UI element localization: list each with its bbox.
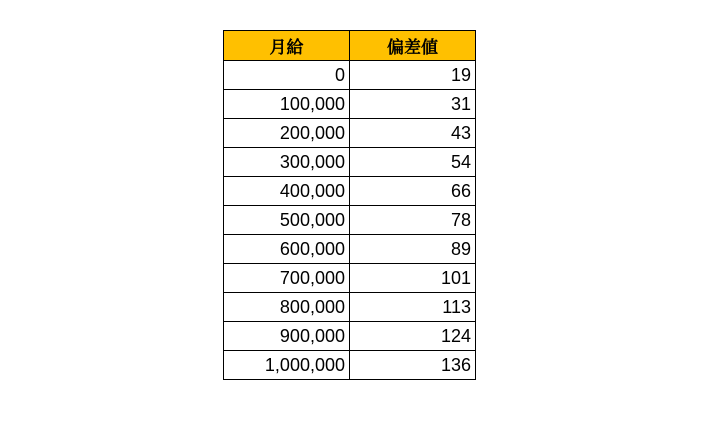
header-row [224,31,476,61]
deviation-cell: 78 [350,206,476,235]
salary-cell: 600,000 [224,235,350,264]
table-row [224,206,476,235]
table-row [224,293,476,322]
deviation-cell: 66 [350,177,476,206]
header-deviation: 偏差値 [350,31,476,61]
table-row [224,264,476,293]
deviation-cell: 19 [350,61,476,90]
salary-cell: 700,000 [224,264,350,293]
header-salary: 月給 [224,31,350,61]
salary-deviation-table [223,30,476,380]
table-row [224,61,476,90]
deviation-cell: 89 [350,235,476,264]
salary-cell: 200,000 [224,119,350,148]
salary-cell: 400,000 [224,177,350,206]
table-row [224,235,476,264]
table-row [224,90,476,119]
salary-cell: 300,000 [224,148,350,177]
deviation-cell: 31 [350,90,476,119]
table-row [224,351,476,380]
salary-cell: 900,000 [224,322,350,351]
table-row [224,119,476,148]
deviation-cell: 101 [350,264,476,293]
deviation-cell: 124 [350,322,476,351]
salary-cell: 800,000 [224,293,350,322]
salary-cell: 1,000,000 [224,351,350,380]
deviation-cell: 43 [350,119,476,148]
salary-cell: 100,000 [224,90,350,119]
deviation-cell: 54 [350,148,476,177]
deviation-cell: 113 [350,293,476,322]
table-row [224,177,476,206]
table-row [224,322,476,351]
deviation-cell: 136 [350,351,476,380]
salary-cell: 500,000 [224,206,350,235]
table-row [224,148,476,177]
salary-cell: 0 [224,61,350,90]
